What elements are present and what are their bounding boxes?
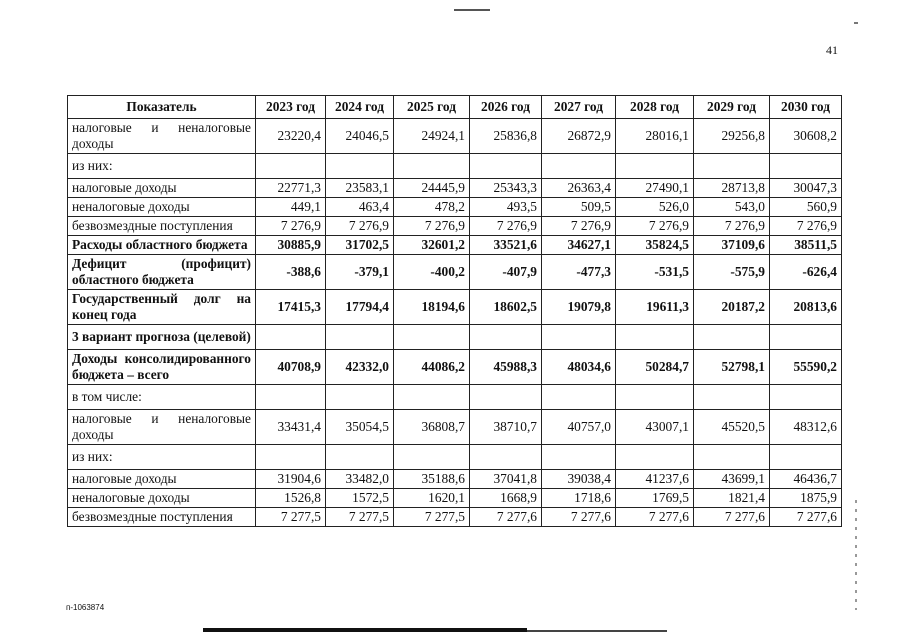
- value-cell: [470, 385, 542, 410]
- row-label: Дефицит (профицит) областного бюджета: [68, 255, 256, 290]
- value-cell: 36808,7: [394, 410, 470, 445]
- table-row: [68, 470, 842, 489]
- value-cell: 1718,6: [542, 489, 616, 508]
- table-row: [68, 410, 842, 445]
- value-cell: 24924,1: [394, 119, 470, 154]
- header-cell-year: 2027 год: [542, 96, 616, 119]
- table-row: [68, 508, 842, 527]
- header-cell-year: 2024 год: [326, 96, 394, 119]
- value-cell: 526,0: [616, 198, 694, 217]
- value-cell: [256, 325, 326, 350]
- forecast-table: [67, 95, 842, 527]
- value-cell: [256, 154, 326, 179]
- value-cell: 509,5: [542, 198, 616, 217]
- value-cell: 55590,2: [770, 350, 842, 385]
- value-cell: 7 276,9: [542, 217, 616, 236]
- value-cell: 27490,1: [616, 179, 694, 198]
- value-cell: 20813,6: [770, 290, 842, 325]
- value-cell: 1620,1: [394, 489, 470, 508]
- value-cell: 7 277,6: [770, 508, 842, 527]
- value-cell: 17415,3: [256, 290, 326, 325]
- table-row: [68, 385, 842, 410]
- value-cell: 52798,1: [694, 350, 770, 385]
- value-cell: -400,2: [394, 255, 470, 290]
- value-cell: -407,9: [470, 255, 542, 290]
- value-cell: 1572,5: [326, 489, 394, 508]
- value-cell: [770, 325, 842, 350]
- value-cell: 42332,0: [326, 350, 394, 385]
- value-cell: 25343,3: [470, 179, 542, 198]
- value-cell: [542, 445, 616, 470]
- row-label: Государственный долг на конец года: [68, 290, 256, 325]
- value-cell: [394, 325, 470, 350]
- value-cell: 24445,9: [394, 179, 470, 198]
- table-row: [68, 179, 842, 198]
- value-cell: [694, 445, 770, 470]
- value-cell: [256, 445, 326, 470]
- value-cell: 543,0: [694, 198, 770, 217]
- table-row: [68, 350, 842, 385]
- value-cell: 46436,7: [770, 470, 842, 489]
- value-cell: 449,1: [256, 198, 326, 217]
- value-cell: 1769,5: [616, 489, 694, 508]
- header-cell-year: 2026 год: [470, 96, 542, 119]
- value-cell: 40757,0: [542, 410, 616, 445]
- value-cell: 7 276,9: [470, 217, 542, 236]
- value-cell: 43007,1: [616, 410, 694, 445]
- value-cell: [694, 325, 770, 350]
- header-cell-year: 2028 год: [616, 96, 694, 119]
- row-label: Доходы консолидированного бюджета – всего: [68, 350, 256, 385]
- bottom-rule: [203, 628, 527, 632]
- value-cell: [770, 385, 842, 410]
- scan-mark: [854, 22, 858, 24]
- value-cell: [326, 325, 394, 350]
- value-cell: [256, 385, 326, 410]
- value-cell: 19079,8: [542, 290, 616, 325]
- value-cell: [326, 385, 394, 410]
- row-label: налоговые доходы: [68, 179, 256, 198]
- value-cell: 44086,2: [394, 350, 470, 385]
- value-cell: 31904,6: [256, 470, 326, 489]
- value-cell: [470, 325, 542, 350]
- value-cell: [394, 445, 470, 470]
- value-cell: 35054,5: [326, 410, 394, 445]
- value-cell: [770, 445, 842, 470]
- header-cell-year: 2023 год: [256, 96, 326, 119]
- value-cell: [616, 154, 694, 179]
- value-cell: 28713,8: [694, 179, 770, 198]
- value-cell: 7 276,9: [326, 217, 394, 236]
- value-cell: 7 276,9: [770, 217, 842, 236]
- table-body: [68, 119, 842, 527]
- table-row: [68, 198, 842, 217]
- value-cell: 28016,1: [616, 119, 694, 154]
- row-label: неналоговые доходы: [68, 198, 256, 217]
- value-cell: [542, 325, 616, 350]
- value-cell: 7 277,6: [694, 508, 770, 527]
- value-cell: 1875,9: [770, 489, 842, 508]
- value-cell: 18602,5: [470, 290, 542, 325]
- value-cell: 7 276,9: [394, 217, 470, 236]
- value-cell: [616, 325, 694, 350]
- value-cell: [394, 154, 470, 179]
- table-row: [68, 290, 842, 325]
- table-row: [68, 255, 842, 290]
- document-code: п-1063874: [66, 603, 105, 612]
- value-cell: 493,5: [470, 198, 542, 217]
- value-cell: [542, 385, 616, 410]
- value-cell: 45520,5: [694, 410, 770, 445]
- value-cell: 33521,6: [470, 236, 542, 255]
- value-cell: 34627,1: [542, 236, 616, 255]
- value-cell: 7 277,5: [326, 508, 394, 527]
- value-cell: 35824,5: [616, 236, 694, 255]
- value-cell: 35188,6: [394, 470, 470, 489]
- value-cell: 19611,3: [616, 290, 694, 325]
- top-rule: [454, 9, 490, 11]
- value-cell: 463,4: [326, 198, 394, 217]
- value-cell: 1668,9: [470, 489, 542, 508]
- page-number: 41: [826, 43, 838, 57]
- table-row: [68, 119, 842, 154]
- row-label: неналоговые доходы: [68, 489, 256, 508]
- value-cell: 33431,4: [256, 410, 326, 445]
- value-cell: [470, 445, 542, 470]
- value-cell: 30047,3: [770, 179, 842, 198]
- value-cell: 29256,8: [694, 119, 770, 154]
- value-cell: 37041,8: [470, 470, 542, 489]
- value-cell: [326, 445, 394, 470]
- value-cell: [616, 445, 694, 470]
- value-cell: 45988,3: [470, 350, 542, 385]
- value-cell: 23583,1: [326, 179, 394, 198]
- value-cell: 7 277,6: [542, 508, 616, 527]
- value-cell: [694, 385, 770, 410]
- value-cell: [616, 385, 694, 410]
- value-cell: 18194,6: [394, 290, 470, 325]
- value-cell: 37109,6: [694, 236, 770, 255]
- bottom-rule-thin: [527, 630, 667, 632]
- table-row: [68, 154, 842, 179]
- value-cell: 1526,8: [256, 489, 326, 508]
- value-cell: [542, 154, 616, 179]
- value-cell: 7 276,9: [256, 217, 326, 236]
- value-cell: 22771,3: [256, 179, 326, 198]
- row-label: безвозмездные поступления: [68, 217, 256, 236]
- table-row: [68, 217, 842, 236]
- value-cell: 33482,0: [326, 470, 394, 489]
- value-cell: 24046,5: [326, 119, 394, 154]
- row-label: налоговые и неналоговые доходы: [68, 119, 256, 154]
- value-cell: 7 277,5: [394, 508, 470, 527]
- value-cell: 1821,4: [694, 489, 770, 508]
- value-cell: 7 276,9: [694, 217, 770, 236]
- value-cell: 32601,2: [394, 236, 470, 255]
- value-cell: 31702,5: [326, 236, 394, 255]
- header-cell-year: 2025 год: [394, 96, 470, 119]
- value-cell: -531,5: [616, 255, 694, 290]
- value-cell: -626,4: [770, 255, 842, 290]
- value-cell: 39038,4: [542, 470, 616, 489]
- value-cell: 25836,8: [470, 119, 542, 154]
- value-cell: 17794,4: [326, 290, 394, 325]
- value-cell: 30885,9: [256, 236, 326, 255]
- value-cell: 30608,2: [770, 119, 842, 154]
- value-cell: [394, 385, 470, 410]
- value-cell: 38511,5: [770, 236, 842, 255]
- value-cell: [694, 154, 770, 179]
- value-cell: 50284,7: [616, 350, 694, 385]
- row-label: налоговые и неналоговые доходы: [68, 410, 256, 445]
- table-row: [68, 236, 842, 255]
- value-cell: 48034,6: [542, 350, 616, 385]
- value-cell: 38710,7: [470, 410, 542, 445]
- value-cell: 7 277,6: [470, 508, 542, 527]
- header-cell-year: 2029 год: [694, 96, 770, 119]
- value-cell: 48312,6: [770, 410, 842, 445]
- row-label: в том числе:: [68, 385, 256, 410]
- value-cell: 41237,6: [616, 470, 694, 489]
- value-cell: -477,3: [542, 255, 616, 290]
- value-cell: -379,1: [326, 255, 394, 290]
- value-cell: 7 277,5: [256, 508, 326, 527]
- value-cell: -388,6: [256, 255, 326, 290]
- value-cell: [326, 154, 394, 179]
- value-cell: 7 276,9: [616, 217, 694, 236]
- value-cell: 23220,4: [256, 119, 326, 154]
- row-label: 3 вариант прогноза (целевой): [68, 325, 256, 350]
- value-cell: 26872,9: [542, 119, 616, 154]
- table-header-row: [68, 96, 842, 119]
- value-cell: 26363,4: [542, 179, 616, 198]
- row-label: из них:: [68, 154, 256, 179]
- value-cell: 43699,1: [694, 470, 770, 489]
- table-row: [68, 445, 842, 470]
- value-cell: [470, 154, 542, 179]
- table-row: [68, 489, 842, 508]
- value-cell: 560,9: [770, 198, 842, 217]
- table-row: [68, 325, 842, 350]
- header-cell-year: 2030 год: [770, 96, 842, 119]
- value-cell: 7 277,6: [616, 508, 694, 527]
- row-label: налоговые доходы: [68, 470, 256, 489]
- row-label: безвозмездные поступления: [68, 508, 256, 527]
- header-cell-indicator: Показатель: [68, 96, 256, 119]
- value-cell: 478,2: [394, 198, 470, 217]
- value-cell: [770, 154, 842, 179]
- scan-edge-marks: [855, 500, 857, 610]
- value-cell: 40708,9: [256, 350, 326, 385]
- row-label: Расходы областного бюджета: [68, 236, 256, 255]
- value-cell: 20187,2: [694, 290, 770, 325]
- row-label: из них:: [68, 445, 256, 470]
- value-cell: -575,9: [694, 255, 770, 290]
